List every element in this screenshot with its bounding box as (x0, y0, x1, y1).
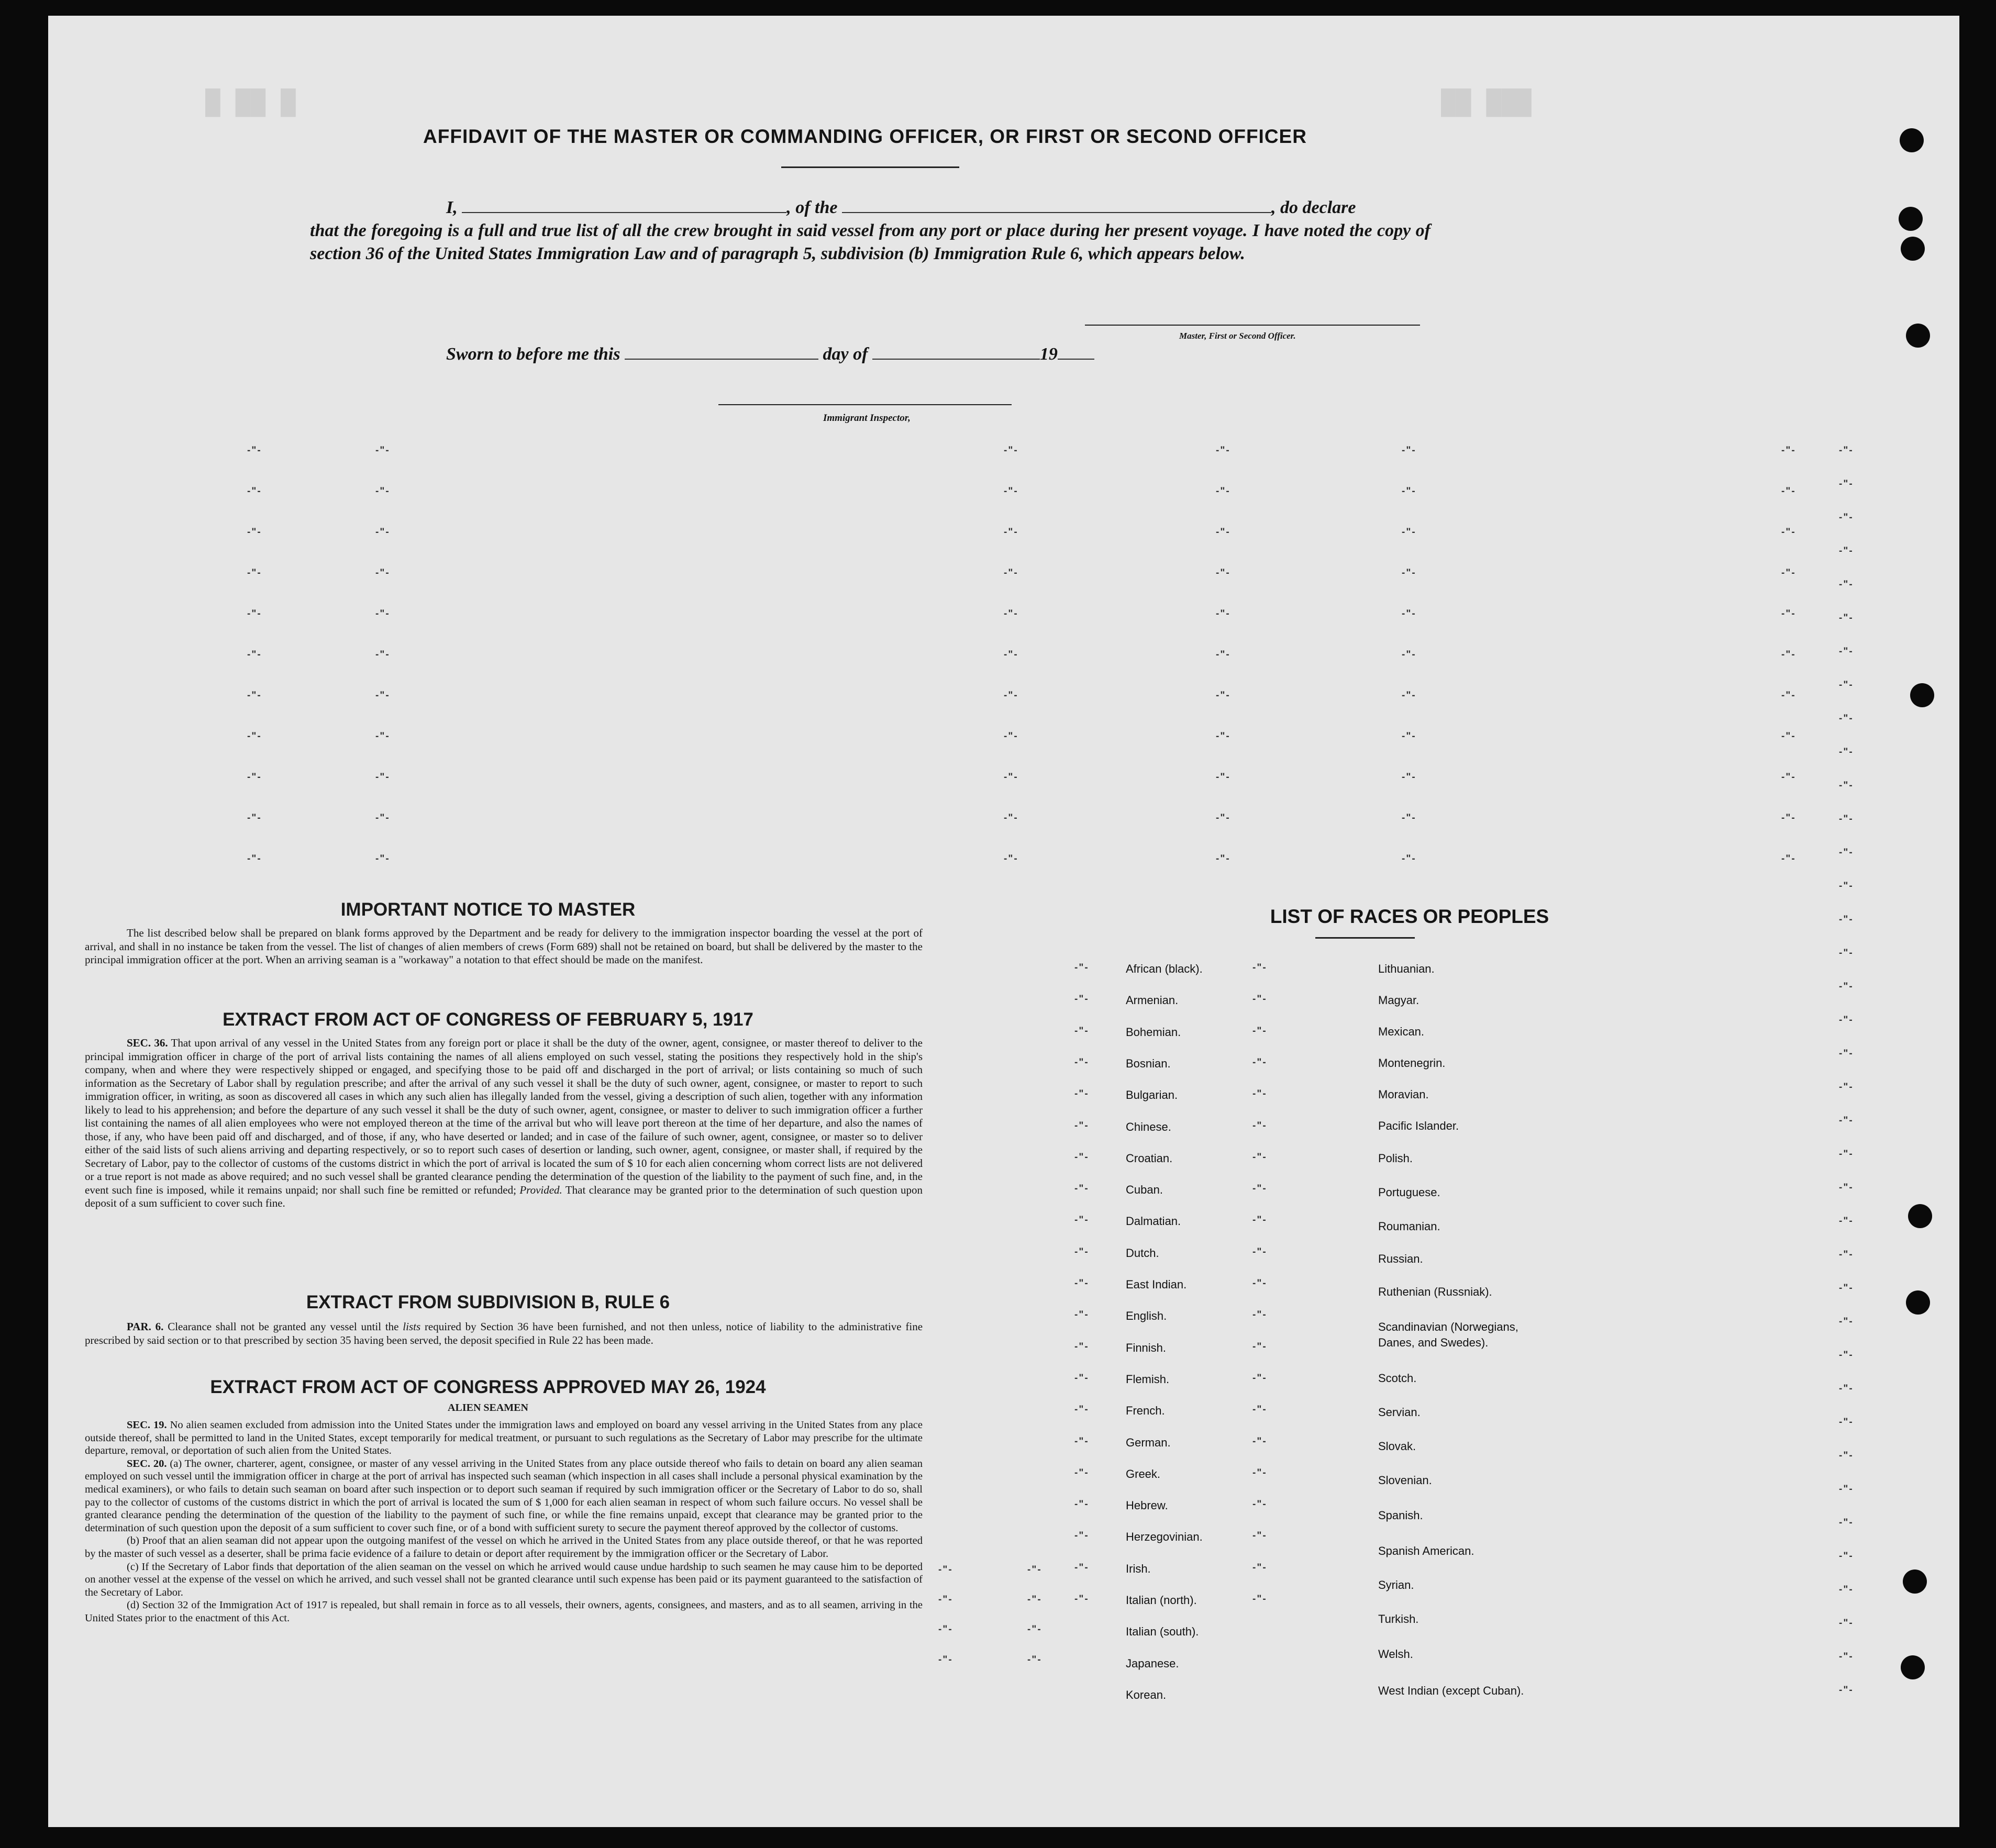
punch-hole (1899, 207, 1923, 231)
rule-6-text-b: required by Section 36 have been furnished, and not then unless, notice of liability to the administrative fine prescribed by said section or to that prescribed by section 35 having been served, the deposit specified in Rule 22 has been made. (85, 1320, 923, 1346)
section-20b-text: (b) Proof that an alien seaman did not appear upon the outgoing manifest of the vessel on which he arrived in the United States from any place outside thereof, or that he was reported by the master of such vessel as a deserter, shall be prima facie evidence of a failure to detain or deport after requirement by the immigration officer or the Secretary of Labor. (85, 1535, 923, 1560)
ditto-mark: -"- (1004, 812, 1018, 823)
ditto-mark: -"- (1074, 1246, 1089, 1257)
ditto-mark: -"- (1402, 527, 1416, 538)
ditto-mark: -"- (1074, 1088, 1089, 1100)
ditto-mark: -"- (1074, 1594, 1089, 1605)
ditto-mark: -"- (1004, 853, 1018, 864)
ditto-mark: -"- (1252, 1120, 1267, 1131)
extract-1917-title: EXTRACT FROM ACT OF CONGRESS OF FEBRUARY 5, 1917 (223, 1009, 753, 1030)
ditto-mark: -"- (1839, 747, 1854, 758)
ditto-mark: -"- (1074, 994, 1089, 1005)
ditto-mark: -"- (247, 812, 262, 823)
ditto-mark: -"- (1839, 1182, 1854, 1193)
notice-text: The list described below shall be prepared on blank forms approved by the Department and be ready for delivery to the immigration inspector boarding the vessel at the port of arrival, and shall in no instance be taken from the vessel. The list of changes of alien members of crews (Form 689) shall not be retained on board, but shall be delivered by the master to the principal immigration officer at the port. When an arriving seaman is a "workaway" a notation to that effect should be made on the manifest. (85, 927, 923, 966)
declare-label: , do declare (1271, 198, 1356, 217)
ditto-mark: -"- (1839, 1584, 1854, 1595)
punch-hole (1910, 683, 1934, 707)
ditto-mark: -"- (1004, 731, 1018, 742)
section-19-label: SEC. 19. (127, 1419, 167, 1431)
ditto-mark: -"- (1839, 914, 1854, 925)
rule-6-title: EXTRACT FROM SUBDIVISION B, RULE 6 (306, 1292, 670, 1312)
ditto-mark: -"- (1074, 1467, 1089, 1478)
ditto-mark: -"- (1074, 1435, 1089, 1447)
race-item: Roumanian. (1378, 1220, 1440, 1233)
ditto-mark: -"- (1402, 853, 1416, 864)
ditto-mark: -"- (1402, 690, 1416, 701)
ditto-mark: -"- (1252, 1530, 1267, 1542)
ditto-mark: -"- (1402, 567, 1416, 578)
race-item: Servian. (1378, 1406, 1421, 1419)
race-item: Dalmatian. (1126, 1215, 1181, 1228)
ditto-mark: -"- (1839, 780, 1854, 791)
section-19-text: No alien seamen excluded from admission into the United States under the immigration laws and employed on board any vessel arriving in the United States from any place outside thereof, shall be permitted to land in the United States, except temporarily for medical treatment, or pursuant to such regulations as the Secretary of Labor may prescribe for the ultimate departure, removal, or deportation of such alien from the United States. (85, 1419, 923, 1457)
race-item: Dutch. (1126, 1246, 1159, 1260)
extract-1917-text (85, 1037, 923, 1210)
race-item: Italian (north). (1126, 1594, 1197, 1607)
race-item: Danes, and Swedes). (1378, 1336, 1489, 1349)
ditto-mark: -"- (1252, 1404, 1267, 1416)
ditto-mark: -"- (1004, 649, 1018, 660)
ditto-mark: -"- (1839, 1551, 1854, 1562)
paragraph-6-label: PAR. 6. (127, 1320, 164, 1333)
ditto-mark: -"- (1027, 1624, 1042, 1635)
ditto-mark: -"- (1839, 814, 1854, 825)
ditto-mark: -"- (1252, 962, 1267, 973)
sworn-label: Sworn to before me this (446, 344, 620, 364)
ditto-mark: -"- (1402, 486, 1416, 497)
race-item: German. (1126, 1435, 1171, 1449)
ditto-mark: -"- (1839, 646, 1854, 657)
day-of-label: day of (823, 344, 868, 364)
race-item: Slovak. (1378, 1440, 1416, 1453)
ditto-mark: -"- (1074, 962, 1089, 973)
ditto-mark: -"- (938, 1654, 953, 1665)
race-item: Lithuanian. (1378, 962, 1435, 975)
ditto-mark: -"- (1074, 1278, 1089, 1289)
ditto-mark: -"- (1839, 981, 1854, 992)
ditto-mark: -"- (375, 731, 390, 742)
manifest-page (48, 16, 1959, 1827)
ditto-mark: -"- (1781, 567, 1796, 578)
ditto-mark: -"- (1027, 1654, 1042, 1665)
ditto-mark: -"- (938, 1594, 953, 1605)
ditto-mark: -"- (1781, 486, 1796, 497)
ditto-mark: -"- (1252, 1435, 1267, 1447)
ditto-mark: -"- (1252, 1278, 1267, 1289)
ditto-mark: -"- (1839, 1517, 1854, 1528)
ditto-mark: -"- (375, 853, 390, 864)
ditto-mark: -"- (247, 445, 262, 456)
ditto-mark: -"- (375, 772, 390, 783)
race-item: Herzegovinian. (1126, 1530, 1203, 1544)
ditto-mark: -"- (375, 690, 390, 701)
ditto-mark: -"- (1216, 731, 1230, 742)
punch-hole (1906, 324, 1930, 348)
ditto-mark: -"- (1402, 608, 1416, 619)
ditto-mark: -"- (1074, 1309, 1089, 1321)
races-title-underline (1315, 937, 1415, 939)
race-item: Ruthenian (Russniak). (1378, 1285, 1492, 1298)
ditto-mark: -"- (1252, 1372, 1267, 1384)
vessel-name-field[interactable] (842, 196, 1271, 213)
sworn-line (446, 343, 1094, 364)
race-item: Korean. (1126, 1688, 1167, 1701)
ditto-mark: -"- (247, 608, 262, 619)
ditto-mark: -"- (1027, 1564, 1042, 1575)
ditto-mark: -"- (1252, 1025, 1267, 1037)
ditto-mark: -"- (1074, 1530, 1089, 1542)
ditto-mark: -"- (1074, 1151, 1089, 1163)
race-item: Flemish. (1126, 1372, 1170, 1386)
ditto-mark: -"- (1839, 1618, 1854, 1629)
ditto-mark: -"- (375, 445, 390, 456)
race-item: African (black). (1126, 962, 1203, 975)
ditto-mark: -"- (1781, 772, 1796, 783)
ditto-mark: -"- (938, 1624, 953, 1635)
punch-hole (1908, 1204, 1932, 1228)
ditto-mark: -"- (247, 567, 262, 578)
ditto-mark: -"- (1402, 812, 1416, 823)
race-item: Bulgarian. (1126, 1088, 1178, 1102)
alien-seamen-subtitle: ALIEN SEAMEN (448, 1402, 528, 1413)
race-item: Spanish. (1378, 1509, 1423, 1522)
ditto-mark: -"- (1839, 1149, 1854, 1160)
race-item: Portuguese. (1378, 1186, 1440, 1199)
race-item: Mexican. (1378, 1025, 1425, 1038)
ditto-mark: -"- (1216, 527, 1230, 538)
punch-hole (1901, 237, 1925, 261)
ditto-mark: -"- (1839, 1283, 1854, 1294)
ditto-mark: -"- (1216, 690, 1230, 701)
notice-title: IMPORTANT NOTICE TO MASTER (340, 899, 636, 920)
race-item: Japanese. (1126, 1656, 1179, 1670)
ditto-mark: -"- (1839, 1383, 1854, 1394)
ditto-mark: -"- (1839, 1651, 1854, 1662)
ditto-mark: -"- (1216, 486, 1230, 497)
race-item: Montenegrin. (1378, 1056, 1446, 1070)
ditto-mark: -"- (1839, 1484, 1854, 1495)
ditto-mark: -"- (247, 772, 262, 783)
ditto-mark: -"- (1004, 527, 1018, 538)
ditto-mark: -"- (1074, 1499, 1089, 1510)
ditto-mark: -"- (1074, 1215, 1089, 1226)
ditto-mark: -"- (1252, 1341, 1267, 1352)
ditto-mark: -"- (1839, 512, 1854, 523)
ditto-mark: -"- (1839, 1417, 1854, 1428)
ditto-mark: -"- (1839, 613, 1854, 624)
ditto-mark: -"- (1839, 847, 1854, 858)
ditto-mark: -"- (1216, 567, 1230, 578)
ditto-mark: -"- (247, 649, 262, 660)
race-item: West Indian (except Cuban). (1378, 1684, 1524, 1697)
extract-1924-title: EXTRACT FROM ACT OF CONGRESS APPROVED MAY 26, 1924 (210, 1377, 766, 1397)
race-item: English. (1126, 1309, 1167, 1323)
ditto-mark: -"- (1004, 608, 1018, 619)
ditto-mark: -"- (938, 1564, 953, 1575)
section-36-label: SEC. 36. (127, 1037, 168, 1049)
bleed-through-text: █ ██ █ (205, 89, 296, 117)
ditto-mark: -"- (1252, 994, 1267, 1005)
ditto-mark: -"- (1252, 1562, 1267, 1573)
ditto-mark: -"- (1839, 1685, 1854, 1696)
ditto-mark: -"- (1839, 1249, 1854, 1260)
rule-6-text (85, 1320, 923, 1347)
ditto-mark: -"- (1216, 445, 1230, 456)
race-item: Irish. (1126, 1562, 1151, 1575)
race-item: Croatian. (1126, 1151, 1173, 1165)
race-item: Bosnian. (1126, 1056, 1171, 1070)
inspector-caption: Immigrant Inspector, (823, 413, 911, 424)
section-20-label: SEC. 20. (127, 1457, 167, 1470)
ditto-mark: -"- (1839, 881, 1854, 892)
race-item: Italian (south). (1126, 1625, 1199, 1639)
ditto-mark: -"- (1839, 1450, 1854, 1461)
race-item: Slovenian. (1378, 1474, 1432, 1487)
ditto-mark: -"- (1839, 1115, 1854, 1126)
proviso-label: Provided. (519, 1183, 562, 1196)
ditto-mark: -"- (375, 567, 390, 578)
affidavit-declaration (310, 196, 1431, 265)
ditto-mark: -"- (1839, 1316, 1854, 1327)
race-item: Magyar. (1378, 994, 1420, 1007)
title-underline (781, 166, 959, 168)
race-item: Welsh. (1378, 1647, 1413, 1661)
declarant-prefix: I, (446, 198, 458, 217)
year-prefix: 19 (1039, 344, 1058, 364)
ditto-mark: -"- (1004, 772, 1018, 783)
ditto-mark: -"- (1781, 649, 1796, 660)
ditto-mark: -"- (1402, 772, 1416, 783)
punch-hole (1900, 128, 1924, 152)
ditto-mark: -"- (1839, 1350, 1854, 1361)
race-item: Russian. (1378, 1252, 1423, 1265)
race-item: Cuban. (1126, 1183, 1163, 1197)
race-item: French. (1126, 1404, 1165, 1418)
ditto-mark: -"- (1216, 812, 1230, 823)
race-item: Turkish. (1378, 1612, 1419, 1626)
ditto-mark: -"- (1839, 478, 1854, 489)
ditto-mark: -"- (1074, 1562, 1089, 1573)
declaration-text: that the foregoing is a full and true list of all the crew brought in said vessel from any port or place during her present voyage. I have noted the copy of section 36 of the United States Immigration Law and of paragraph 5, subdivision (b) Immigration Rule 6, which appears below. (310, 221, 1431, 263)
ditto-mark: -"- (1074, 1372, 1089, 1384)
ditto-mark: -"- (247, 853, 262, 864)
ditto-mark: -"- (1781, 690, 1796, 701)
section-20c-text: (c) If the Secretary of Labor finds that deportation of the alien seaman on the vessel on which he arrived would cause undue hardship to such seamen he may cause him to be deported on another vessel at the expense of the vessel on which he arrived, and such vessel shall not be granted clearance until such expense has been paid or its payment guaranteed to the satisfaction of the Secretary of Labor. (85, 1561, 923, 1598)
ditto-mark: -"- (1074, 1025, 1089, 1037)
race-item: Greek. (1126, 1467, 1161, 1480)
ditto-mark: -"- (1216, 608, 1230, 619)
ditto-mark: -"- (1839, 1082, 1854, 1093)
race-item: Scotch. (1378, 1372, 1417, 1385)
punch-hole (1903, 1569, 1927, 1594)
ditto-mark: -"- (1781, 731, 1796, 742)
ditto-mark: -"- (375, 527, 390, 538)
ditto-mark: -"- (1839, 680, 1854, 691)
ditto-mark: -"- (1004, 567, 1018, 578)
ditto-mark: -"- (1781, 445, 1796, 456)
ditto-mark: -"- (247, 731, 262, 742)
punch-hole (1901, 1655, 1925, 1679)
ditto-mark: -"- (1839, 948, 1854, 959)
race-item: Moravian. (1378, 1088, 1429, 1101)
ditto-mark: -"- (375, 812, 390, 823)
race-item: Spanish American. (1378, 1544, 1474, 1557)
inspector-signature-line[interactable] (718, 404, 1012, 405)
races-title: LIST OF RACES OR PEOPLES (1270, 906, 1549, 927)
ditto-mark: -"- (375, 486, 390, 497)
ditto-mark: -"- (1252, 1309, 1267, 1321)
rule-6-text-a: Clearance shall not be granted any vessel until the (168, 1320, 399, 1333)
section-36-text-end: That clearance may be granted prior to the determination of such question upon deposit of a sum sufficient to cover such fine. (85, 1183, 923, 1209)
ditto-mark: -"- (375, 608, 390, 619)
bleed-through-text: ██ ███ (1441, 89, 1532, 117)
sworn-year-field[interactable] (1058, 343, 1094, 360)
ditto-mark: -"- (1252, 1183, 1267, 1195)
ditto-mark: -"- (1839, 445, 1854, 456)
section-20d-text: (d) Section 32 of the Immigration Act of 1917 is repealed, but shall remain in force as to all vessels, their owners, agents, consignees, and masters, and as to all seamen, arriving in the United States prior to the enactment of this Act. (85, 1599, 923, 1624)
race-item: Scandinavian (Norwegians, (1378, 1320, 1518, 1333)
ditto-mark: -"- (1402, 445, 1416, 456)
race-item: Polish. (1378, 1152, 1413, 1165)
ditto-mark: -"- (375, 649, 390, 660)
ditto-mark: -"- (247, 486, 262, 497)
ditto-mark: -"- (1216, 649, 1230, 660)
declarant-of-label: , of the (786, 198, 838, 217)
ditto-mark: -"- (1216, 772, 1230, 783)
race-item: Pacific Islander. (1378, 1119, 1459, 1132)
ditto-mark: -"- (1839, 579, 1854, 590)
ditto-mark: -"- (1252, 1246, 1267, 1257)
ditto-mark: -"- (1781, 853, 1796, 864)
punch-hole (1906, 1290, 1930, 1315)
ditto-mark: -"- (247, 690, 262, 701)
race-item: Finnish. (1126, 1341, 1167, 1354)
race-item: Bohemian. (1126, 1025, 1181, 1039)
signature-line[interactable] (1085, 325, 1420, 326)
race-item: Armenian. (1126, 994, 1179, 1007)
ditto-mark: -"- (1004, 690, 1018, 701)
sworn-month-field[interactable] (872, 343, 1040, 360)
rule-6-lists: lists (403, 1320, 421, 1333)
race-item: East Indian. (1126, 1278, 1187, 1291)
signature-caption: Master, First or Second Officer. (1179, 331, 1296, 341)
ditto-mark: -"- (1004, 445, 1018, 456)
ditto-mark: -"- (1074, 1404, 1089, 1416)
ditto-mark: -"- (1252, 1594, 1267, 1605)
ditto-mark: -"- (1074, 1183, 1089, 1195)
declarant-name-field[interactable] (462, 196, 786, 213)
ditto-mark: -"- (247, 527, 262, 538)
ditto-mark: -"- (1027, 1594, 1042, 1605)
ditto-mark: -"- (1252, 1151, 1267, 1163)
race-item: Hebrew. (1126, 1499, 1168, 1512)
ditto-mark: -"- (1839, 1015, 1854, 1026)
ditto-mark: -"- (1402, 731, 1416, 742)
sworn-day-field[interactable] (625, 343, 818, 360)
ditto-mark: -"- (1074, 1120, 1089, 1131)
ditto-mark: -"- (1074, 1056, 1089, 1068)
ditto-mark: -"- (1781, 812, 1796, 823)
race-item: Chinese. (1126, 1120, 1171, 1133)
race-item: Syrian. (1378, 1578, 1414, 1591)
ditto-mark: -"- (1252, 1088, 1267, 1100)
extract-1924-text (85, 1419, 923, 1625)
ditto-mark: -"- (1781, 527, 1796, 538)
ditto-mark: -"- (1839, 1048, 1854, 1059)
ditto-mark: -"- (1839, 1216, 1854, 1227)
ditto-mark: -"- (1216, 853, 1230, 864)
section-36-text: That upon arrival of any vessel in the United States from any foreign port or place it shall be the duty of the owner, agent, consignee, or master thereof to deliver to the principal immigration officer in charge of the port of arrival lists containing the names of all aliens employed on such vessel, stating the positions they respectively hold in the ship's company, when and where they were respectively shipped or engaged, and specifying those to be paid off and discharged in the port of arrival; or lists containing so much of such information as the Secretary of Labor shall by regulation prescribe; and after the arrival of any such vessel it shall be the duty of such owner, agent, consignee, or master to report to such immigration officer, in writing, as soon as discovered all cases in which any such alien has illegally landed from the vessel, giving a description of such alien, together with any information likely to lead to his apprehension; and before the departure of any such vessel it shall be the duty of such owner, agent, consignee, or master to deliver to such immigration officer a further list containing the names of all alien employees who were not employed thereon at the time of the arrival but who will leave port thereon at the time of her departure, and also the names of those, if any, who have been paid off and discharged, and of those, if any, who have deserted or landed; and in case of the failure of such owner, agent, consignee, or master so to deliver either of the said lists of such aliens arriving and departing respectively, or so to report such cases of desertion or landing, such owner, agent, consignee, or master shall, if required by the Secretary of Labor, pay to the collector of customs of the customs district in which the port of arrival is located the sum of $ 10 for each alien concerning whom correct lists are not delivered or a true report is not made as above required; and no such vessel shall be granted clearance pending the determination of the question of the liability to the payment of such fine, and, in the event such fine is imposed, while it remains unpaid; nor shall such fine be remitted or refunded; (85, 1037, 923, 1196)
affidavit-title: AFFIDAVIT OF THE MASTER OR COMMANDING OFFICER, OR FIRST OR SECOND OFFICER (423, 126, 1307, 147)
ditto-mark: -"- (1004, 486, 1018, 497)
section-20a-text: (a) The owner, charterer, agent, consignee, or master of any vessel arriving in the United States from any place outside thereof who fails to detain on board any alien seaman employed on such vessel until the immigration officer in charge at the port of arrival has inspected such seaman (which inspection in all cases shall include a personal physical examination by the medical examiners), or who fails to detain such seaman on board after such inspection or to deport such seaman if required by such immigration officer or the Secretary of Labor to do so, shall pay to the collector of customs of the customs district in which the port of arrival is located the sum of $ 1,000 for each alien seaman in respect of whom such failure occurs. No vessel shall be granted clearance pending the determination of the question of the liability to the payment of such fine, or while the fine remains unpaid, except that clearance may be granted prior to the determination of such question upon the deposit of a sum sufficient to cover such fine, or of a bond with sufficient surety to secure the payment thereof approved by the collector of customs. (85, 1457, 923, 1534)
ditto-mark: -"- (1839, 713, 1854, 724)
ditto-mark: -"- (1402, 649, 1416, 660)
ditto-mark: -"- (1839, 546, 1854, 556)
ditto-mark: -"- (1252, 1467, 1267, 1478)
ditto-mark: -"- (1252, 1499, 1267, 1510)
ditto-mark: -"- (1252, 1056, 1267, 1068)
ditto-mark: -"- (1252, 1215, 1267, 1226)
ditto-mark: -"- (1074, 1341, 1089, 1352)
ditto-mark: -"- (1781, 608, 1796, 619)
